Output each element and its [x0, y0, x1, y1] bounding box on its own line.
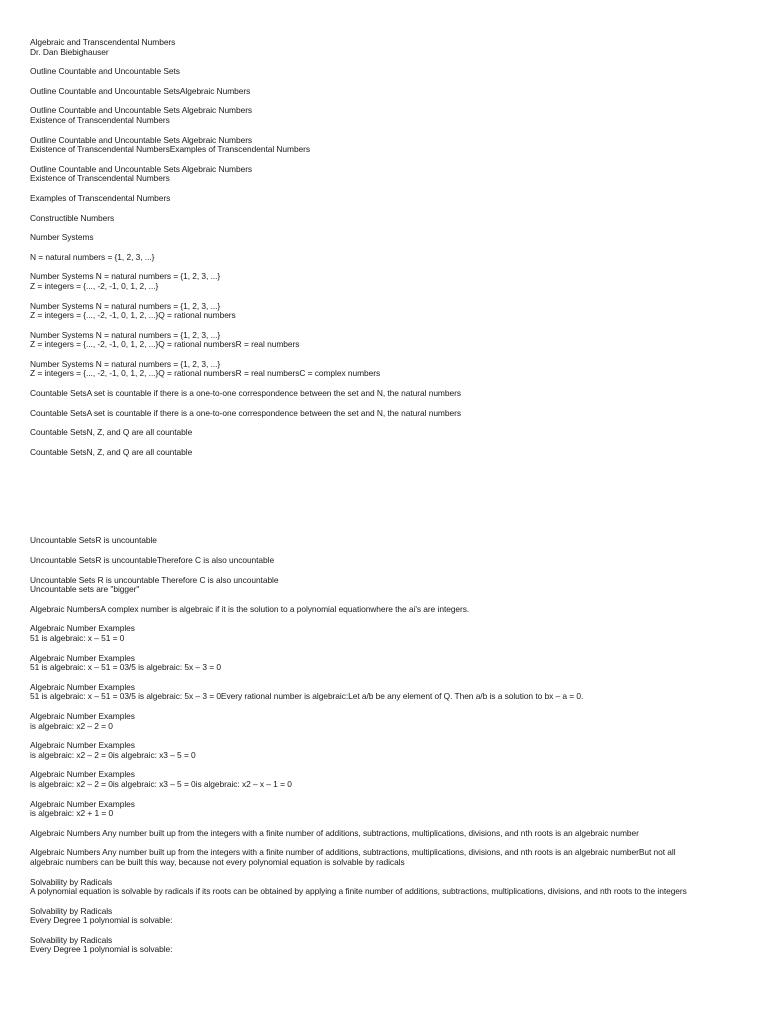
text-line: Existence of Transcendental NumbersExamples of Transcendental Numbers — [30, 144, 311, 155]
text-line: Uncountable sets are "bigger" — [30, 584, 140, 595]
text-paragraph — [30, 800, 750, 819]
text-paragraph — [30, 829, 750, 839]
text-line: A polynomial equation is solvable by radicals if its roots can be obtained by applying a finite number of additions, subtractions, multiplications, divisions, and nth roots to the integers — [30, 886, 687, 897]
text-line: Countable SetsA set is countable if there is a one-to-one correspondence between the set and N, the natural numbers — [30, 407, 461, 418]
text-line: Algebraic Number Examples — [30, 740, 135, 751]
text-paragraph — [30, 302, 750, 321]
text-paragraph — [30, 576, 750, 595]
text-paragraph — [30, 194, 750, 204]
text-line: Z = integers = {..., -2, -1, 0, 1, 2, ...}Q = rational numbersR = real numbers — [30, 339, 300, 350]
text-paragraph — [30, 214, 750, 224]
text-line: Number Systems — [30, 232, 94, 243]
text-line: Solvability by Radicals — [30, 934, 113, 945]
text-line: Z = integers = {..., -2, -1, 0, 1, 2, ...}Q = rational numbersR = real numbersC = complex numbers — [30, 368, 381, 379]
text-paragraph — [30, 605, 750, 615]
text-line: Solvability by Radicals — [30, 876, 113, 887]
text-line: Algebraic NumbersA complex number is algebraic if it is the solution to a polynomial equationwhere the ai's are integers. — [30, 603, 470, 614]
text-line: Number Systems N = natural numbers = {1, 2, 3, ...} — [30, 329, 221, 340]
text-paragraph — [30, 712, 750, 731]
text-line: Examples of Transcendental Numbers — [30, 192, 171, 203]
text-line: Solvability by Radicals — [30, 905, 113, 916]
text-line: Existence of Transcendental Numbers — [30, 173, 170, 184]
text-line: Algebraic Number Examples — [30, 623, 135, 634]
text-paragraph — [30, 233, 750, 243]
text-paragraph — [30, 654, 750, 673]
text-paragraph — [30, 87, 750, 97]
text-line: Outline Countable and Uncountable Sets Algebraic Numbers — [30, 134, 253, 145]
text-line: is algebraic: x2 + 1 = 0 — [30, 808, 114, 819]
text-line: Algebraic Numbers Any number built up from the integers with a finite number of additions, subtractions, multiplications, divisions, and nth roots is an algebraic numberBut not all — [30, 847, 676, 858]
text-paragraph — [30, 409, 750, 419]
text-line: Outline Countable and Uncountable SetsAlgebraic Numbers — [30, 85, 251, 96]
text-line: Z = integers = {..., -2, -1, 0, 1, 2, ...} — [30, 280, 159, 291]
text-line: Every Degree 1 polynomial is solvable: — [30, 944, 173, 955]
text-line: Algebraic Number Examples — [30, 798, 135, 809]
text-paragraph — [30, 683, 750, 702]
text-line: Uncountable SetsR is uncountableTherefore C is also uncountable — [30, 555, 275, 566]
text-paragraph — [30, 272, 750, 291]
text-line: Existence of Transcendental Numbers — [30, 114, 170, 125]
blank-space — [30, 467, 750, 536]
text-paragraph — [30, 741, 750, 760]
text-paragraph — [30, 360, 750, 379]
text-line: Number Systems N = natural numbers = {1, 2, 3, ...} — [30, 358, 221, 369]
text-paragraph — [30, 936, 750, 955]
text-line: Algebraic Number Examples — [30, 652, 135, 663]
text-line: Algebraic Number Examples — [30, 681, 135, 692]
text-paragraph — [30, 536, 750, 546]
text-line: Countable SetsN, Z, and Q are all countable — [30, 427, 193, 438]
text-paragraph — [30, 556, 750, 566]
text-line: Outline Countable and Uncountable Sets Algebraic Numbers — [30, 163, 253, 174]
text-line: Outline Countable and Uncountable Sets Algebraic Numbers — [30, 105, 253, 116]
text-line: Dr. Dan Biebighauser — [30, 46, 109, 57]
text-line: N = natural numbers = {1, 2, 3, ...} — [30, 251, 155, 262]
text-line: Number Systems N = natural numbers = {1, 2, 3, ...} — [30, 271, 221, 282]
text-paragraph — [30, 136, 750, 155]
text-paragraph — [30, 38, 750, 57]
text-paragraph — [30, 253, 750, 263]
text-paragraph — [30, 878, 750, 897]
text-paragraph — [30, 428, 750, 438]
text-paragraph — [30, 907, 750, 926]
text-line: is algebraic: x2 – 2 = 0 — [30, 720, 113, 731]
text-paragraph — [30, 624, 750, 643]
text-line: Algebraic Number Examples — [30, 769, 135, 780]
text-paragraph — [30, 67, 750, 77]
text-line: Every Degree 1 polynomial is solvable: — [30, 915, 173, 926]
text-paragraph — [30, 331, 750, 350]
text-paragraph — [30, 770, 750, 789]
text-line: Algebraic Number Examples — [30, 710, 135, 721]
text-line: Z = integers = {..., -2, -1, 0, 1, 2, ...}Q = rational numbers — [30, 310, 236, 321]
document-body — [30, 38, 750, 965]
text-line: Algebraic Numbers Any number built up from the integers with a finite number of additions, subtractions, multiplications, divisions, and nth roots is an algebraic number — [30, 827, 639, 838]
text-paragraph — [30, 848, 750, 867]
text-line: algebraic numbers can be built this way, because not every polynomial equation is solvable by radicals — [30, 856, 405, 867]
text-line: Countable SetsA set is countable if there is a one-to-one correspondence between the set and N, the natural numbers — [30, 388, 461, 399]
text-paragraph — [30, 389, 750, 399]
text-paragraph — [30, 448, 750, 458]
text-line: Countable SetsN, Z, and Q are all countable — [30, 446, 193, 457]
text-line: Number Systems N = natural numbers = {1, 2, 3, ...} — [30, 300, 221, 311]
text-line: Outline Countable and Uncountable Sets — [30, 66, 180, 77]
text-paragraph — [30, 106, 750, 125]
text-line: 51 is algebraic: x – 51 = 03/5 is algebraic: 5x – 3 = 0 — [30, 662, 221, 673]
text-line: 51 is algebraic: x – 51 = 03/5 is algebraic: 5x – 3 = 0Every rational number is algebraic:Let a/b be any element of Q. Then a/b is a solution to bx – a = 0. — [30, 691, 584, 702]
text-line: Constructible Numbers — [30, 212, 115, 223]
text-line: Algebraic and Transcendental Numbers — [30, 37, 176, 47]
text-line: 51 is algebraic: x – 51 = 0 — [30, 633, 125, 643]
text-line: is algebraic: x2 – 2 = 0is algebraic: x3 – 5 = 0is algebraic: x2 – x – 1 = 0 — [30, 778, 292, 789]
text-paragraph — [30, 165, 750, 184]
text-line: is algebraic: x2 – 2 = 0is algebraic: x3 – 5 = 0 — [30, 749, 196, 760]
text-line: Uncountable Sets R is uncountable Therefore C is also uncountable — [30, 574, 279, 585]
text-line: Uncountable SetsR is uncountable — [30, 535, 157, 546]
